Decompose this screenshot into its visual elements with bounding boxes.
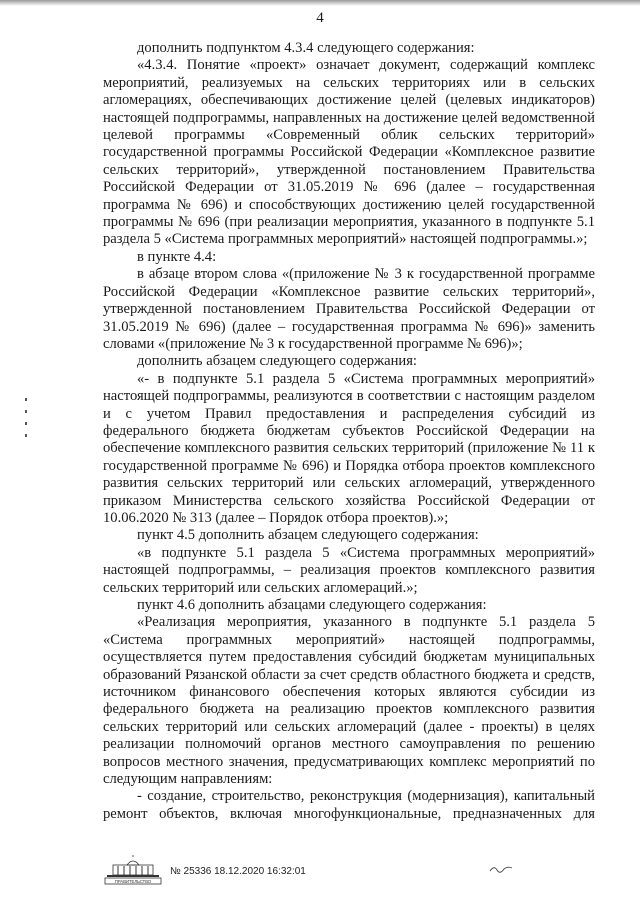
- paragraph: «Реализация мероприятия, указанного в подпункте 5.1 раздела 5 «Система программных мероприятий» настоящей подпрограммы, осуществляется путем предоставления субсидий бюджетам муниципальных образований Рязанской области за счет средств областного бюджета и средств, источником финансового обеспечения которых являются субсидии из федерального бюджета на реализацию проектов комплексного развития сельских территорий или сельских агломераций (далее - проекты) в целях реализации полномочий органов местного самоуправления по решению вопросов местного значения, предусматривающих комплекс мероприятий по следующим направлениям:: [103, 614, 595, 788]
- paragraph: пункт 4.5 дополнить абзацем следующего содержания:: [137, 527, 479, 544]
- paragraph: пункт 4.6 дополнить абзацами следующего содержания:: [137, 597, 487, 613]
- margin-punch-marks: [22, 398, 30, 458]
- document-body: [103, 40, 595, 823]
- paragraph: «- в подпункте 5.1 раздела 5 «Система программных мероприятий» настоящей подпрограммы, реализуются в соответствии с настоящим разделом и с учетом Правил предоставления и распределения субсидий из федерального бюджета бюджетам субъектов Российской Федерации на обеспечение комплексного развития сельских территорий (приложение № 11 к государственной программе № 696) и Порядка отбора проектов комплексного развития сельских территорий или сельских агломераций, утвержденного приказом Министерства сельского хозяйства Российской Федерации от 10.06.2020 № 313 (далее – Порядок отбора проектов).»;: [103, 370, 595, 526]
- paragraph: дополнить абзацем следующего содержания:: [137, 353, 417, 370]
- paragraph: дополнить подпунктом 4.3.4 следующего содержания:: [137, 40, 475, 56]
- document-registration-number: № 25336 18.12.2020 16:32:01: [170, 866, 306, 877]
- paragraph: «в подпункте 5.1 раздела 5 «Система программных мероприятий» настоящей подпрограммы, – реализация проектов комплексного развития сельских территорий или сельских агломераций.»;: [103, 544, 595, 596]
- government-building-logo: [103, 855, 163, 885]
- paragraph: в пункте 4.4:: [137, 248, 217, 265]
- paragraph: в абзаце втором слова «(приложение № 3 к государственной программе Российской Федерации «Комплексное развитие сельских территорий», утвержденной постановлением Правительства Российской Федерации от 31.05.2019 № 696) (далее – государственная программа № 696)» заменить словами «(приложение № 3 к государственной программе № 696)»;: [103, 266, 595, 352]
- scan-top-edge: [0, 0, 640, 6]
- handwritten-mark-icon: [488, 862, 514, 876]
- page-number: 4: [316, 10, 324, 26]
- paragraph: «4.3.4. Понятие «проект» означает документ, содержащий комплекс мероприятий, реализуемых на сельских территориях или в сельских агломерациях, обеспечивающих достижение целей (целевых индикаторов) настоящей подпрограммы, направленных на достижение целей ведомственной целевой программы «Современный облик сельских территорий» государственной программы Российской Федерации «Комплексное развитие сельских территорий», утвержденной постановлением Правительства Российской Федерации от 31.05.2019 № 696 (далее – государственная программа № 696) и способствующих достижению целей государственной программы № 696 (при реализации мероприятия, указанного в подпункте 5.1 раздела 5 «Система программных мероприятий» настоящей подпрограммы.»;: [103, 57, 595, 248]
- paragraph: - создание, строительство, реконструкция (модернизация), капитальный ремонт объектов, включая многофункциональные, предназначенных для: [103, 788, 595, 822]
- logo-caption: ПРАВИТЕЛЬСТВО: [114, 879, 152, 884]
